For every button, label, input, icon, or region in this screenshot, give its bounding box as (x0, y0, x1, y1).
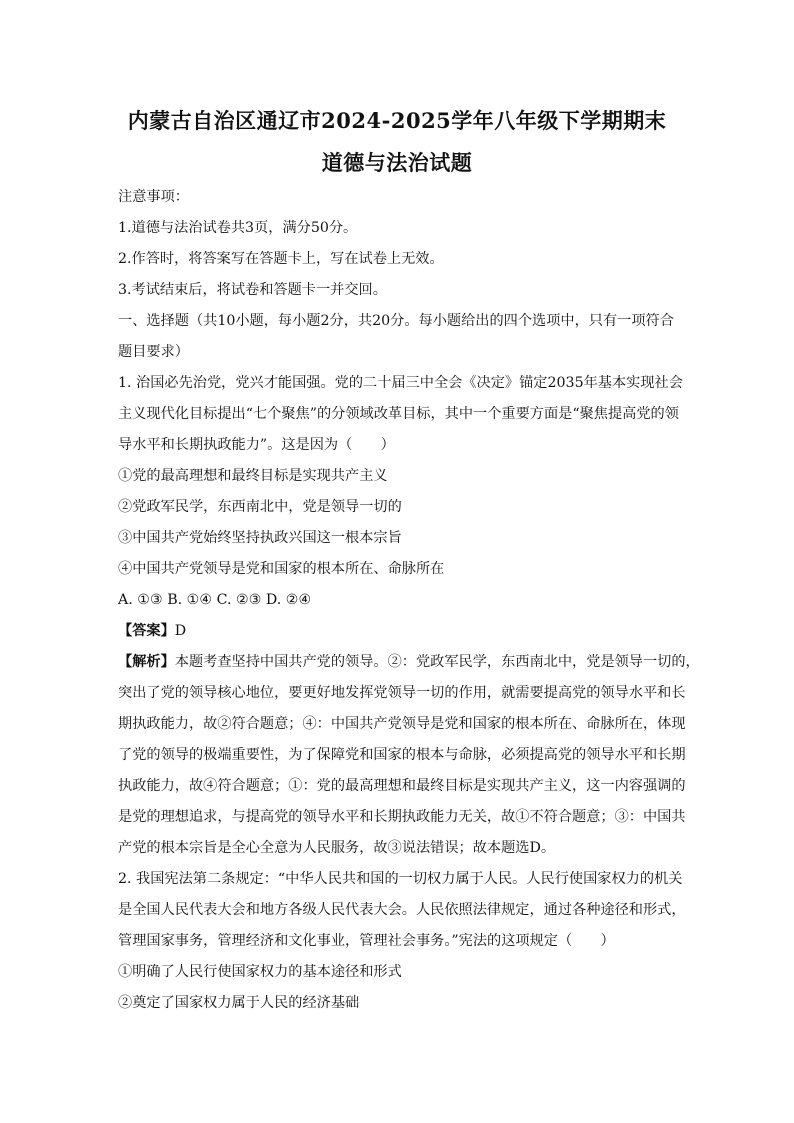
note-item: 1.道德与法治试卷共3页，满分50分。 (118, 220, 358, 236)
exam-title: 内蒙古自治区通辽市2024-2025学年八年级下学期期末 (127, 108, 667, 133)
question-1-statement: ②党政军民学，东西南北中，党是领导一切的 (118, 499, 402, 515)
analysis-text: 期执政能力，故②符合题意；④：中国共产党领导是党和国家的根本所在、命脉所在，体现 (118, 716, 686, 732)
exam-subtitle: 道德与法治试题 (321, 150, 473, 175)
question-1-stem: 1. 治国必先治党，党兴才能国强。党的二十届三中全会《决定》锚定2035年基本实现社会 (118, 375, 683, 391)
analysis-text: 了党的领导的极端重要性，为了保障党和国家的根本与命脉，必须提高党的领导水平和长期 (118, 747, 686, 763)
answer-value: D (174, 623, 187, 639)
question-1-stem: 主义现代化目标提出“七个聚焦”的分领域改革目标，其中一个重要方面是“聚焦提高党的领 (118, 406, 679, 422)
section-heading: 一、选择题（共10小题，每小题2分，共20分。每小题给出的四个选项中，只有一项符合 (118, 313, 674, 329)
question-2-stem: 2. 我国宪法第二条规定：“中华人民共和国的一切权力属于人民。人民行使国家权力的机关 (118, 871, 683, 887)
question-2-stem: 是全国人民代表大会和地方各级人民代表大会。人民依照法律规定，通过各种途径和形式， (118, 902, 686, 918)
analysis-text: 产党的根本宗旨是全心全意为人民服务，故③说法错误；故本题选D。 (118, 840, 556, 856)
analysis-text: 执政能力，故④符合题意；①：党的最高理想和最终目标是实现共产主义，这一内容强调的 (118, 778, 686, 794)
analysis-text: 本题考查坚持中国共产党的领导。②：党政军民学，东西南北中，党是领导一切的， (174, 654, 700, 670)
note-item: 2.作答时，将答案写在答题卡上，写在试卷上无效。 (118, 251, 444, 267)
question-2-statement: ②奠定了国家权力属于人民的经济基础 (118, 995, 360, 1011)
question-1-statement: ③中国共产党始终坚持执政兴国这一根本宗旨 (118, 530, 402, 546)
question-2-statement: ①明确了人民行使国家权力的基本途径和形式 (118, 964, 402, 980)
question-1-statement: ①党的最高理想和最终目标是实现共产主义 (118, 468, 388, 484)
question-1-stem: 导水平和长期执政能力”。这是因为（ ） (118, 437, 395, 453)
question-2-stem: 管理国家事务，管理经济和文化事业，管理社会事务。”宪法的这项规定（ ） (118, 933, 615, 949)
question-1-options: A. ①③ B. ①④ C. ②③ D. ②④ (118, 592, 312, 608)
note-item: 3.考试结束后，将试卷和答题卡一并交回。 (118, 282, 387, 298)
answer-label: 【答案】 (118, 623, 175, 639)
question-1-statement: ④中国共产党领导是党和国家的根本所在、命脉所在 (118, 561, 445, 577)
notes-heading: 注意事项： (118, 189, 189, 205)
section-heading: 题目要求） (118, 344, 189, 360)
analysis-text: 突出了党的领导核心地位，要更好地发挥党领导一切的作用，就需要提高党的领导水平和长 (118, 685, 686, 701)
question-1-analysis (118, 653, 700, 671)
analysis-label: 【解析】 (118, 654, 175, 670)
analysis-text: 是党的理想追求，与提高党的领导水平和长期执政能力无关，故①不符合题意；③：中国共 (118, 809, 686, 825)
question-1-answer (118, 622, 683, 640)
